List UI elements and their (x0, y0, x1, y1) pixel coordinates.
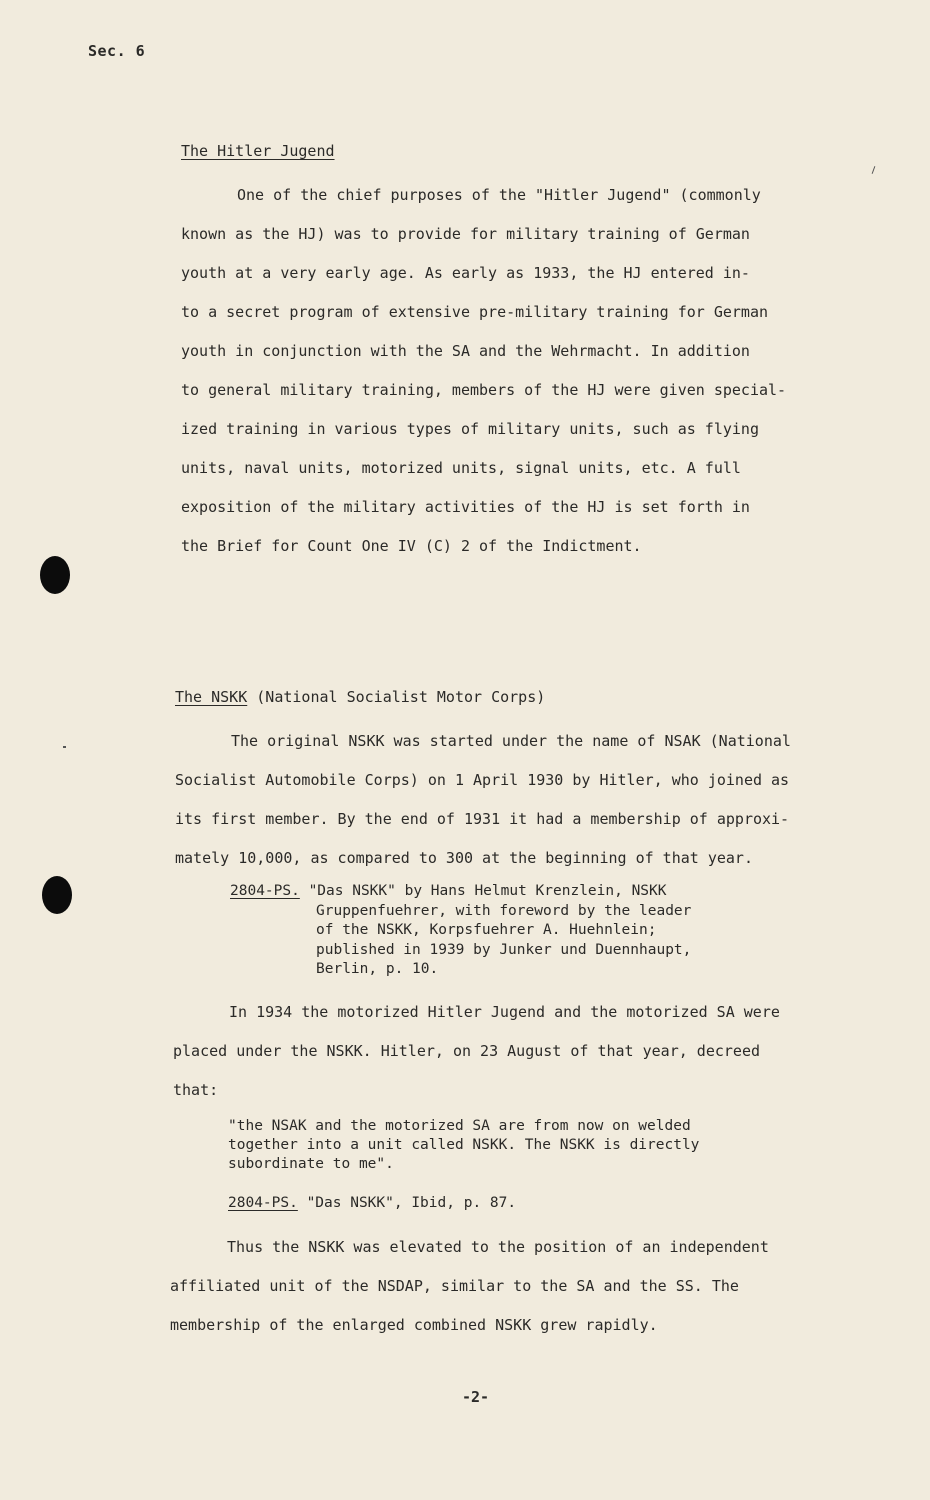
citation-ref: 2804-PS. (230, 883, 300, 899)
quote-line: subordinate to me". (228, 1156, 394, 1172)
quote-line: "the NSAK and the motorized SA are from now on welded (228, 1118, 691, 1134)
decree-quote (228, 1117, 699, 1174)
text-line: ized training in various types of military units, such as flying (181, 420, 759, 438)
page-number: -2- (462, 1388, 490, 1406)
punch-hole (42, 876, 72, 914)
section-label: Sec. 6 (88, 42, 146, 60)
text-line: Thus the NSKK was elevated to the position of an independent (227, 1238, 769, 1256)
text-line: One of the chief purposes of the "Hitler Jugend" (commonly (237, 186, 761, 204)
text-line: the Brief for Count One IV (C) 2 of the Indictment. (181, 537, 642, 555)
heading-nskk-rest: (National Socialist Motor Corps) (247, 688, 546, 706)
stray-mark (872, 166, 876, 174)
citation-text: of the NSKK, Korpsfuehrer A. Huehnlein; (316, 922, 657, 938)
text-line: The original NSKK was started under the name of NSAK (National (231, 732, 791, 750)
citation-ibid (228, 1194, 516, 1214)
heading-nskk-underlined: The NSKK (175, 688, 248, 706)
heading-nskk (175, 688, 545, 706)
heading-hitler-jugend: The Hitler Jugend (181, 142, 335, 160)
paragraph-nskk-origin (175, 722, 791, 878)
text-line: youth in conjunction with the SA and the Wehrmacht. In addition (181, 342, 750, 360)
text-line: its first member. By the end of 1931 it had a membership of approxi- (175, 810, 790, 828)
text-line: Socialist Automobile Corps) on 1 April 1930 by Hitler, who joined as (175, 771, 790, 789)
text-line: to general military training, members of the HJ were given special- (181, 381, 787, 399)
paragraph-nskk-1934 (173, 993, 780, 1110)
quote-line: together into a unit called NSKK. The NSKK is directly (228, 1137, 700, 1153)
stray-mark (63, 746, 66, 748)
text-line: placed under the NSKK. Hitler, on 23 August of that year, decreed (173, 1042, 760, 1060)
citation-text: published in 1939 by Junker und Duennhaupt, (316, 941, 692, 958)
text-line: membership of the enlarged combined NSKK grew rapidly. (170, 1316, 658, 1334)
punch-hole (40, 556, 70, 594)
citation-krenzlein (230, 882, 691, 980)
text-line: youth at a very early age. As early as 1933, the HJ entered in- (181, 264, 750, 282)
text-line: units, naval units, motorized units, signal units, etc. A full (181, 459, 741, 477)
citation-text: Gruppenfuehrer, with foreword by the leader (316, 902, 692, 919)
text-line: that: (173, 1081, 219, 1099)
text-line: affiliated unit of the NSDAP, similar to the SA and the SS. The (170, 1277, 739, 1295)
text-line: exposition of the military activities of the HJ is set forth in (181, 498, 750, 516)
text-line: known as the HJ) was to provide for military training of German (181, 225, 750, 243)
text-line: In 1934 the motorized Hitler Jugend and the motorized SA were (229, 1003, 780, 1021)
paragraph-hitler-jugend (181, 176, 786, 566)
citation-text: "Das NSKK" by Hans Helmut Krenzlein, NSKK (299, 883, 667, 899)
text-line: to a secret program of extensive pre-military training for German (181, 303, 768, 321)
citation-text: Berlin, p. 10. (316, 961, 439, 977)
paragraph-nskk-elevated (170, 1228, 769, 1345)
text-line: mately 10,000, as compared to 300 at the beginning of that year. (175, 849, 753, 867)
citation-ref: 2804-PS. (228, 1195, 298, 1211)
citation-text: "Das NSKK", Ibid, p. 87. (297, 1195, 517, 1211)
